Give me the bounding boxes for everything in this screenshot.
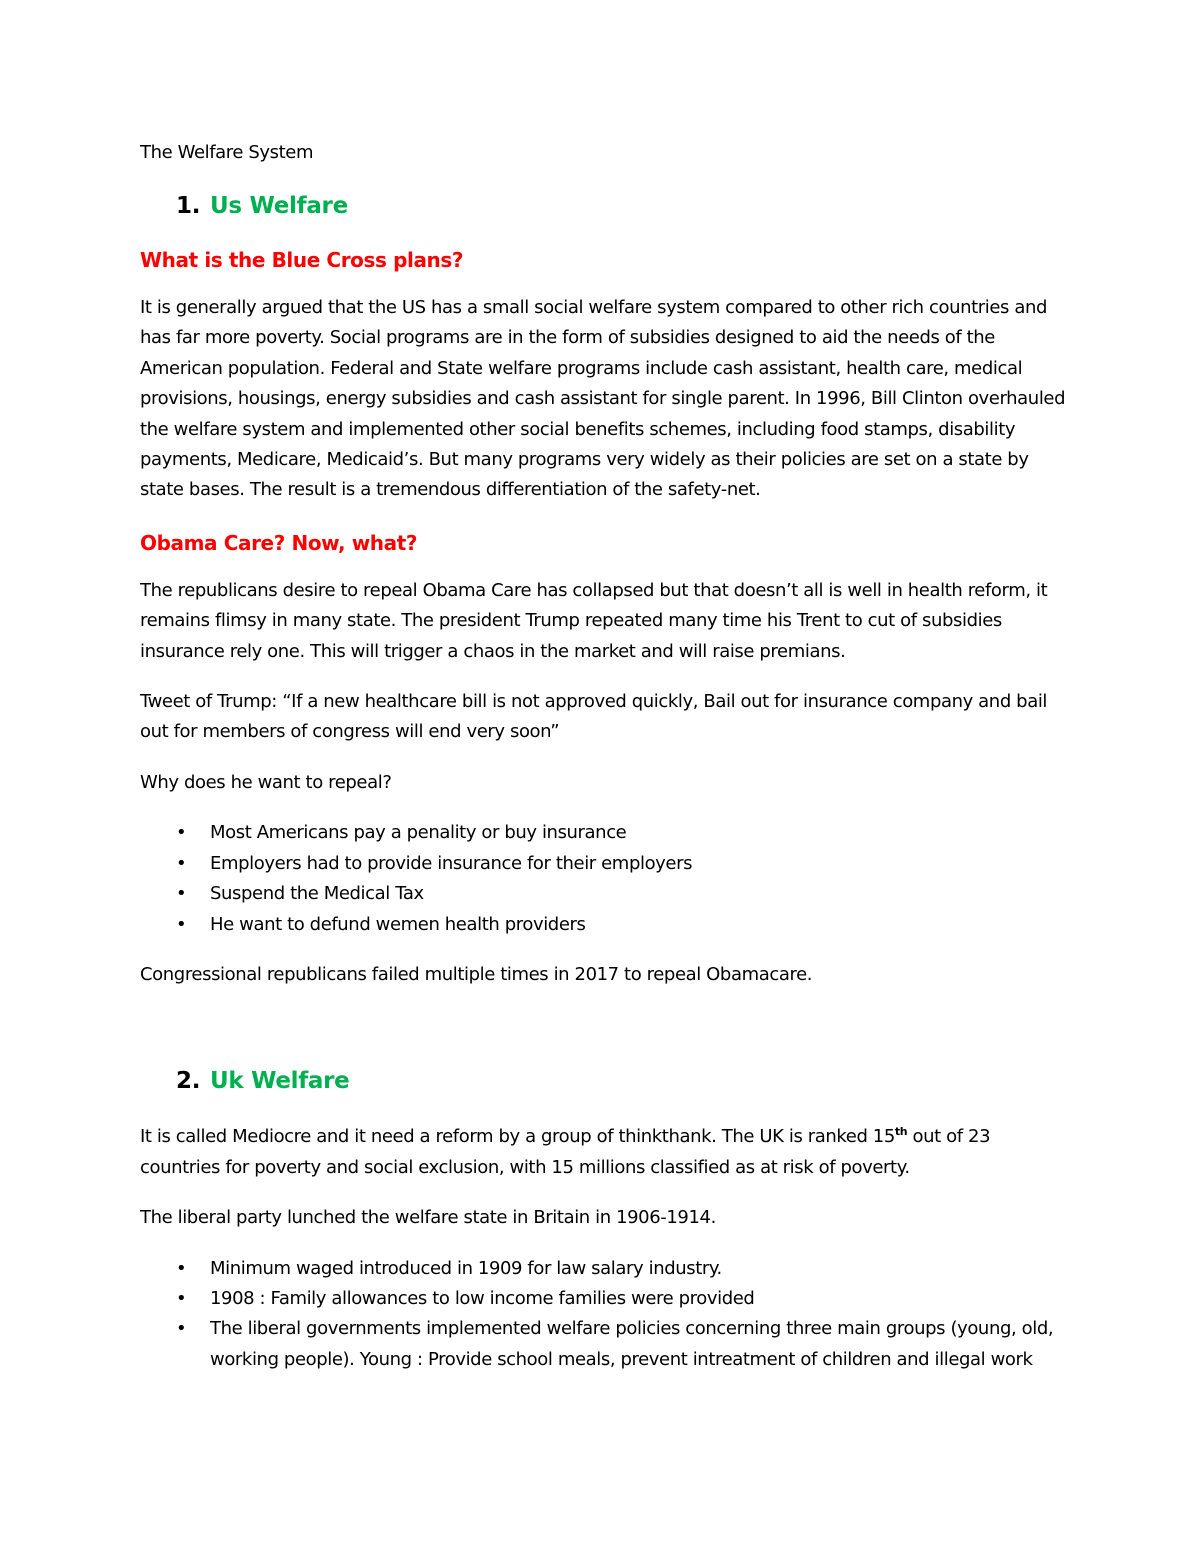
- bullet-icon: •: [176, 913, 187, 935]
- list-item-text: Suspend the Medical Tax: [210, 883, 424, 905]
- bullet-icon: •: [176, 1257, 187, 1279]
- list-item-text: 1908 : Family allowances to low income families were provided: [210, 1287, 755, 1309]
- section-number: 2.: [176, 1068, 201, 1095]
- ordinal-suffix: th: [894, 1125, 908, 1139]
- paragraph-uk-mediocre: [140, 1122, 1070, 1183]
- bullet-list-uk-reforms: [140, 1254, 1070, 1376]
- paragraph-text: out of 23 countries for poverty and social exclusion, with 15 millions classified as at risk of poverty.: [140, 1126, 991, 1178]
- section-number: 1.: [176, 193, 201, 219]
- document-page: [140, 138, 1070, 1375]
- subheading-obama-care: Obama Care? Now, what?: [140, 530, 418, 555]
- list-item: [140, 910, 1070, 940]
- paragraph-text: It is called Mediocre and it need a reform by a group of thinkthank. The UK is ranked 15: [140, 1126, 895, 1148]
- document-title: The Welfare System: [140, 142, 314, 163]
- list-item: [140, 849, 1070, 879]
- list-item-text: The liberal governments implemented welfare policies concerning three main groups (young, old, working people). Young : Provide school meals, prevent intreatment of children and illegal work: [210, 1318, 1054, 1370]
- paragraph-repeal-question: Why does he want to repeal?: [140, 771, 392, 793]
- bullet-icon: •: [176, 852, 187, 874]
- list-item: [140, 818, 1070, 848]
- paragraph-congress-closing: Congressional republicans failed multiple times in 2017 to repeal Obamacare.: [140, 963, 813, 985]
- list-item: [140, 1284, 1070, 1314]
- paragraph-trump-tweet: Tweet of Trump: “If a new healthcare bill is not approved quickly, Bail out for insurance company and bail out for members of congress will end very soon”: [140, 691, 1048, 743]
- list-item-text: Minimum waged introduced in 1909 for law salary industry.: [210, 1257, 722, 1279]
- bullet-icon: •: [176, 822, 187, 844]
- list-item-text: He want to defund wemen health providers: [210, 913, 586, 935]
- list-item-text: Most Americans pay a penality or buy insurance: [210, 822, 627, 844]
- section-heading-us-welfare: [140, 189, 1070, 223]
- paragraph-us-welfare-intro: It is generally argued that the US has a small social welfare system compared to other rich countries and has far more poverty. Social programs are in the form of subsidies designed to aid the needs of the American population. Federal and State welfare programs include cash assistant, health care, medical provisions, housings, energy subsidies and cash assistant for single parent. In 1996, Bill Clinton overhauled the welfare system and implemented other social benefits schemes, including food stamps, disability payments, Medicare, Medicaid’s. But many programs very widely as their policies are set on a state by state bases. The result is a tremendous differentiation of the safety-net.: [140, 297, 1066, 501]
- bullet-icon: •: [176, 1287, 187, 1309]
- bullet-icon: •: [176, 883, 187, 905]
- list-item: [140, 1254, 1070, 1284]
- list-item: [140, 1314, 1070, 1375]
- paragraph-obama-care: The republicans desire to repeal Obama Care has collapsed but that doesn’t all is well in health reform, it remains flimsy in many state. The president Trump repeated many time his Trent to cut of subsidies insurance rely one. This will trigger a chaos in the market and will raise premians.: [140, 579, 1048, 662]
- list-item: [140, 879, 1070, 909]
- section-heading-uk-welfare: [140, 1064, 1070, 1098]
- list-item-text: Employers had to provide insurance for their employers: [210, 852, 693, 874]
- section-title: Uk Welfare: [210, 1068, 350, 1095]
- bullet-icon: •: [176, 1318, 187, 1340]
- bullet-list-repeal-reasons: [140, 818, 1070, 940]
- section-title: Us Welfare: [210, 193, 348, 219]
- subheading-blue-cross: What is the Blue Cross plans?: [140, 248, 464, 272]
- paragraph-liberal-party: The liberal party lunched the welfare state in Britain in 1906-1914.: [140, 1207, 716, 1229]
